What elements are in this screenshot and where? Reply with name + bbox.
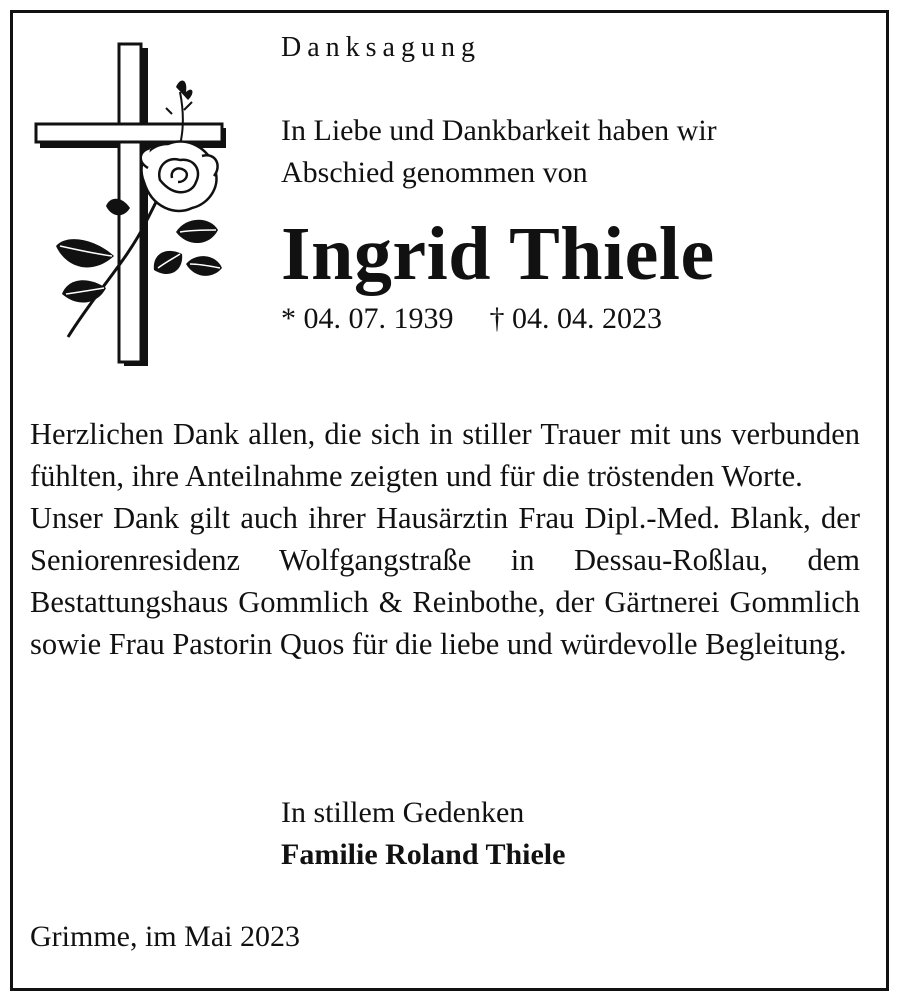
intro-line-1: In Liebe und Dankbarkeit haben wir (281, 114, 717, 147)
deceased-name: Ingrid Thiele (281, 212, 715, 296)
thanks-paragraph-1: Herzlichen Dank allen, die sich in stiller Trauer mit uns verbunden fühlten, ihre Anteilnahme zeigten und für die tröstenden Worte. (30, 417, 860, 493)
life-dates (281, 300, 861, 338)
thanks-text (30, 413, 860, 665)
heading-danksagung: Danksagung (281, 32, 481, 63)
family-signature: Familie Roland Thiele (281, 838, 566, 871)
place-and-date: Grimme, im Mai 2023 (30, 920, 300, 953)
notice-header (281, 30, 861, 338)
thanks-paragraph-2: Unser Dank gilt auch ihrer Hausärztin Frau Dipl.-Med. Blank, der Seniorenresidenz Wolfgangstraße in Dessau-Roßlau, dem Bestattungshaus Gommlich & Reinbothe, der Gärtnerei Gommlich sowie Frau Pastorin Quos für die liebe und würdevolle Begleitung. (30, 501, 860, 661)
intro-line-2: Abschied genommen von (281, 156, 588, 189)
intro-text (281, 110, 861, 194)
cross-with-rose-icon (26, 32, 226, 367)
birth-date: * 04. 07. 1939 (281, 302, 454, 335)
death-date: † 04. 04. 2023 (489, 302, 662, 335)
closing-block (281, 792, 565, 876)
closing-phrase: In stillem Gedenken (281, 796, 525, 829)
